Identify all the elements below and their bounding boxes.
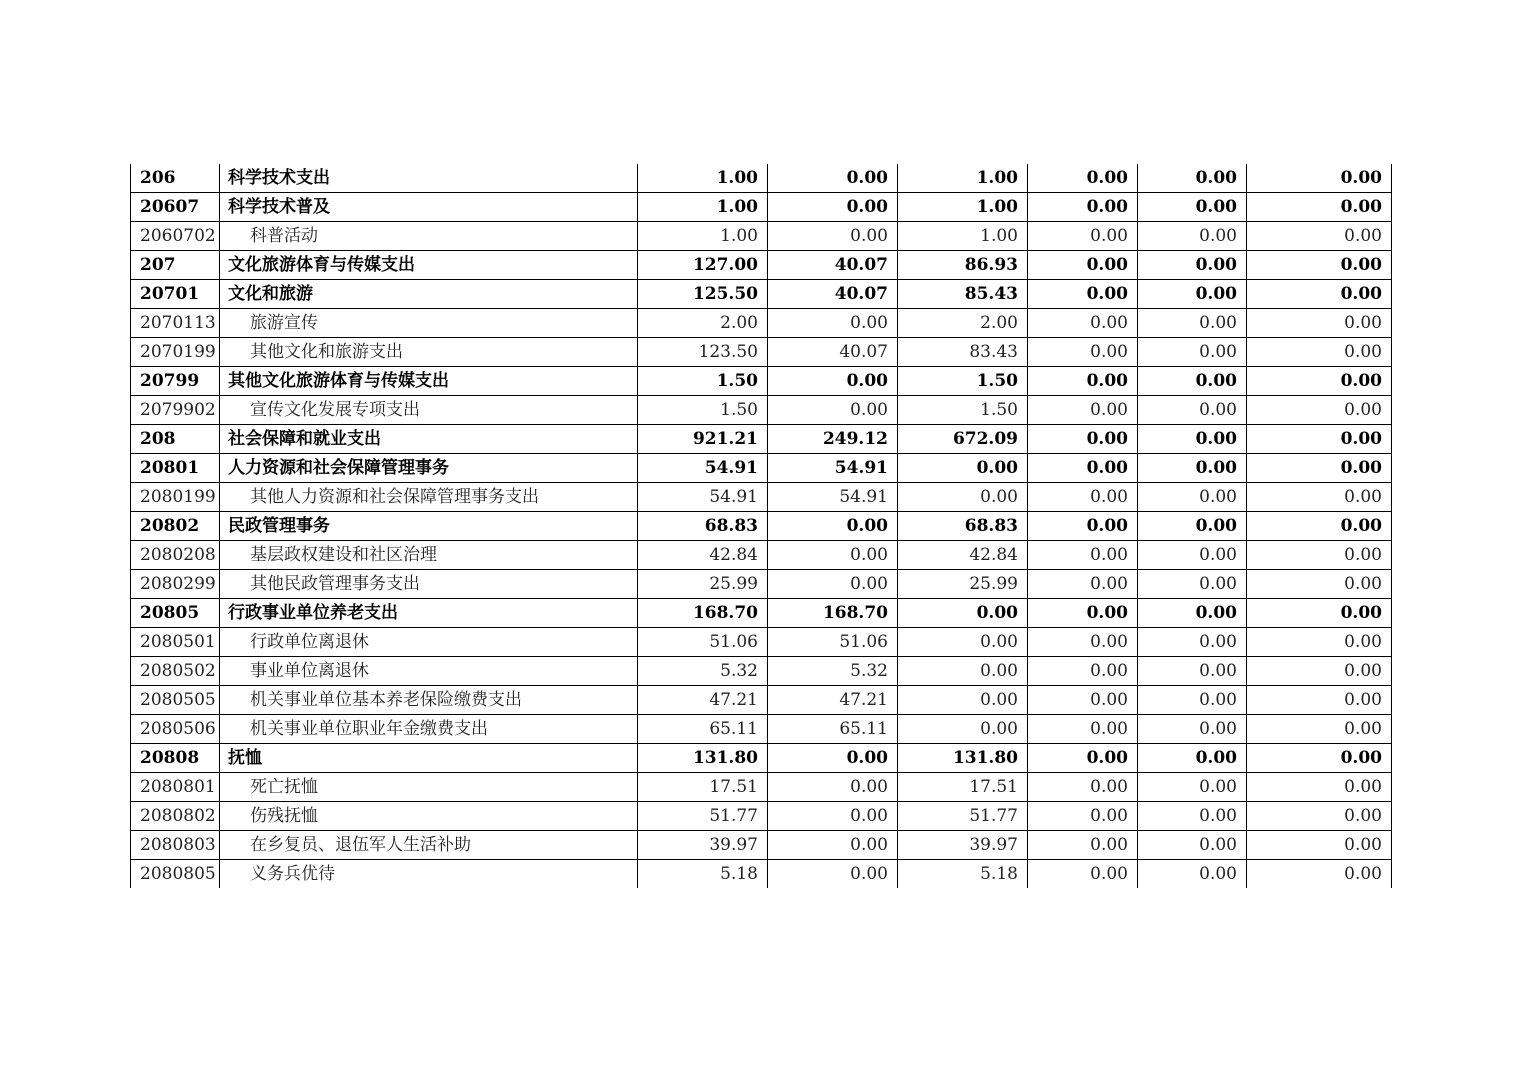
table-row: [131, 164, 1392, 193]
amount-cell: 0.00: [768, 222, 898, 251]
amount-cell: 0.00: [1138, 657, 1247, 686]
subject-code-cell: 2079902: [131, 396, 220, 425]
amount-cell: 39.97: [638, 831, 768, 860]
amount-cell: 85.43: [898, 280, 1028, 309]
amount-cell: 0.00: [1028, 541, 1138, 570]
amount-cell: 5.32: [768, 657, 898, 686]
subject-name-cell: 抚恤: [220, 744, 638, 773]
amount-cell: 0.00: [898, 715, 1028, 744]
amount-cell: 0.00: [1247, 251, 1392, 280]
amount-cell: 0.00: [1247, 396, 1392, 425]
amount-cell: 0.00: [1138, 367, 1247, 396]
subject-name-cell: 科学技术支出: [220, 164, 638, 193]
amount-cell: 0.00: [768, 367, 898, 396]
amount-cell: 0.00: [898, 599, 1028, 628]
table-row: [131, 367, 1392, 396]
amount-cell: 0.00: [1247, 367, 1392, 396]
amount-cell: 0.00: [1138, 483, 1247, 512]
subject-name-cell: 其他文化和旅游支出: [220, 338, 638, 367]
amount-cell: 0.00: [1247, 860, 1392, 889]
amount-cell: 0.00: [1028, 425, 1138, 454]
amount-cell: 17.51: [898, 773, 1028, 802]
subject-code-cell: 2080803: [131, 831, 220, 860]
amount-cell: 0.00: [1028, 860, 1138, 889]
subject-name-cell: 基层政权建设和社区治理: [220, 541, 638, 570]
amount-cell: 0.00: [898, 657, 1028, 686]
amount-cell: 0.00: [768, 541, 898, 570]
amount-cell: 0.00: [1028, 831, 1138, 860]
amount-cell: 2.00: [898, 309, 1028, 338]
subject-code-cell: 20801: [131, 454, 220, 483]
amount-cell: 0.00: [898, 483, 1028, 512]
amount-cell: 1.50: [898, 396, 1028, 425]
amount-cell: 0.00: [768, 512, 898, 541]
amount-cell: 0.00: [768, 773, 898, 802]
amount-cell: 0.00: [768, 309, 898, 338]
subject-name-cell: 死亡抚恤: [220, 773, 638, 802]
amount-cell: 0.00: [898, 686, 1028, 715]
table-row: [131, 802, 1392, 831]
amount-cell: 131.80: [898, 744, 1028, 773]
subject-code-cell: 208: [131, 425, 220, 454]
amount-cell: 0.00: [1028, 773, 1138, 802]
amount-cell: 65.11: [768, 715, 898, 744]
amount-cell: 0.00: [1138, 396, 1247, 425]
subject-name-cell: 在乡复员、退伍军人生活补助: [220, 831, 638, 860]
amount-cell: 0.00: [1138, 251, 1247, 280]
subject-code-cell: 2080506: [131, 715, 220, 744]
table-row: [131, 425, 1392, 454]
subject-code-cell: 20607: [131, 193, 220, 222]
amount-cell: 0.00: [1028, 599, 1138, 628]
subject-code-cell: 2070113: [131, 309, 220, 338]
amount-cell: 0.00: [1247, 657, 1392, 686]
subject-name-cell: 事业单位离退休: [220, 657, 638, 686]
subject-name-cell: 文化旅游体育与传媒支出: [220, 251, 638, 280]
amount-cell: 40.07: [768, 280, 898, 309]
amount-cell: 5.18: [638, 860, 768, 889]
amount-cell: 0.00: [1138, 570, 1247, 599]
table-row: [131, 193, 1392, 222]
amount-cell: 0.00: [1138, 425, 1247, 454]
subject-code-cell: 2080802: [131, 802, 220, 831]
amount-cell: 0.00: [1247, 541, 1392, 570]
amount-cell: 0.00: [768, 193, 898, 222]
amount-cell: 0.00: [1138, 686, 1247, 715]
amount-cell: 68.83: [898, 512, 1028, 541]
amount-cell: 1.00: [638, 193, 768, 222]
amount-cell: 0.00: [1028, 367, 1138, 396]
amount-cell: 0.00: [1028, 251, 1138, 280]
amount-cell: 0.00: [1028, 454, 1138, 483]
subject-code-cell: 2080805: [131, 860, 220, 889]
subject-name-cell: 义务兵优待: [220, 860, 638, 889]
subject-code-cell: 20808: [131, 744, 220, 773]
amount-cell: 0.00: [1028, 396, 1138, 425]
amount-cell: 0.00: [1138, 309, 1247, 338]
amount-cell: 68.83: [638, 512, 768, 541]
amount-cell: 0.00: [1138, 512, 1247, 541]
amount-cell: 0.00: [1138, 338, 1247, 367]
subject-name-cell: 行政单位离退休: [220, 628, 638, 657]
amount-cell: 168.70: [768, 599, 898, 628]
amount-cell: 168.70: [638, 599, 768, 628]
table-row: [131, 628, 1392, 657]
table-row: [131, 599, 1392, 628]
table-row: [131, 773, 1392, 802]
subject-name-cell: 科学技术普及: [220, 193, 638, 222]
amount-cell: 25.99: [638, 570, 768, 599]
amount-cell: 0.00: [768, 802, 898, 831]
amount-cell: 0.00: [768, 831, 898, 860]
table-row: [131, 541, 1392, 570]
amount-cell: 0.00: [898, 454, 1028, 483]
amount-cell: 123.50: [638, 338, 768, 367]
amount-cell: 0.00: [1247, 454, 1392, 483]
subject-name-cell: 社会保障和就业支出: [220, 425, 638, 454]
amount-cell: 17.51: [638, 773, 768, 802]
subject-code-cell: 2080502: [131, 657, 220, 686]
subject-name-cell: 文化和旅游: [220, 280, 638, 309]
amount-cell: 0.00: [1028, 802, 1138, 831]
budget-expenditure-table: [130, 164, 1392, 888]
amount-cell: 0.00: [1247, 599, 1392, 628]
subject-code-cell: 2080208: [131, 541, 220, 570]
amount-cell: 249.12: [768, 425, 898, 454]
table-row: [131, 454, 1392, 483]
table-row: [131, 483, 1392, 512]
subject-name-cell: 其他人力资源和社会保障管理事务支出: [220, 483, 638, 512]
table-row: [131, 715, 1392, 744]
amount-cell: 0.00: [1028, 570, 1138, 599]
amount-cell: 0.00: [1247, 512, 1392, 541]
amount-cell: 0.00: [1138, 831, 1247, 860]
amount-cell: 51.06: [768, 628, 898, 657]
amount-cell: 5.32: [638, 657, 768, 686]
subject-name-cell: 行政事业单位养老支出: [220, 599, 638, 628]
subject-code-cell: 2080299: [131, 570, 220, 599]
amount-cell: 0.00: [1247, 483, 1392, 512]
table-row: [131, 860, 1392, 889]
amount-cell: 1.00: [898, 164, 1028, 193]
amount-cell: 0.00: [1138, 280, 1247, 309]
amount-cell: 2.00: [638, 309, 768, 338]
subject-name-cell: 民政管理事务: [220, 512, 638, 541]
amount-cell: 0.00: [1138, 715, 1247, 744]
amount-cell: 1.50: [638, 367, 768, 396]
amount-cell: 0.00: [1247, 686, 1392, 715]
subject-code-cell: 20802: [131, 512, 220, 541]
table-row: [131, 309, 1392, 338]
subject-name-cell: 人力资源和社会保障管理事务: [220, 454, 638, 483]
amount-cell: 0.00: [1028, 512, 1138, 541]
amount-cell: 0.00: [1138, 222, 1247, 251]
amount-cell: 54.91: [768, 483, 898, 512]
amount-cell: 0.00: [1138, 773, 1247, 802]
amount-cell: 0.00: [1028, 164, 1138, 193]
amount-cell: 0.00: [768, 744, 898, 773]
amount-cell: 47.21: [768, 686, 898, 715]
subject-name-cell: 其他民政管理事务支出: [220, 570, 638, 599]
table-row: [131, 657, 1392, 686]
amount-cell: 1.50: [898, 367, 1028, 396]
amount-cell: 0.00: [1028, 483, 1138, 512]
amount-cell: 0.00: [1247, 628, 1392, 657]
amount-cell: 0.00: [1247, 773, 1392, 802]
subject-name-cell: 宣传文化发展专项支出: [220, 396, 638, 425]
amount-cell: 39.97: [898, 831, 1028, 860]
subject-name-cell: 其他文化旅游体育与传媒支出: [220, 367, 638, 396]
amount-cell: 40.07: [768, 251, 898, 280]
amount-cell: 0.00: [1247, 193, 1392, 222]
table-row: [131, 512, 1392, 541]
amount-cell: 0.00: [1247, 164, 1392, 193]
amount-cell: 125.50: [638, 280, 768, 309]
amount-cell: 127.00: [638, 251, 768, 280]
amount-cell: 51.77: [638, 802, 768, 831]
amount-cell: 0.00: [1138, 599, 1247, 628]
table-row: [131, 251, 1392, 280]
subject-code-cell: 20701: [131, 280, 220, 309]
table-row: [131, 686, 1392, 715]
amount-cell: 0.00: [1247, 570, 1392, 599]
amount-cell: 0.00: [1247, 338, 1392, 367]
subject-name-cell: 旅游宣传: [220, 309, 638, 338]
amount-cell: 0.00: [1028, 309, 1138, 338]
amount-cell: 47.21: [638, 686, 768, 715]
table-row: [131, 338, 1392, 367]
amount-cell: 0.00: [1138, 744, 1247, 773]
amount-cell: 42.84: [898, 541, 1028, 570]
amount-cell: 65.11: [638, 715, 768, 744]
subject-code-cell: 2080801: [131, 773, 220, 802]
amount-cell: 0.00: [1028, 715, 1138, 744]
amount-cell: 0.00: [898, 628, 1028, 657]
subject-code-cell: 207: [131, 251, 220, 280]
amount-cell: 1.50: [638, 396, 768, 425]
amount-cell: 0.00: [1028, 686, 1138, 715]
amount-cell: 921.21: [638, 425, 768, 454]
amount-cell: 0.00: [1028, 628, 1138, 657]
subject-name-cell: 伤残抚恤: [220, 802, 638, 831]
amount-cell: 0.00: [768, 164, 898, 193]
amount-cell: 25.99: [898, 570, 1028, 599]
amount-cell: 1.00: [638, 164, 768, 193]
table-row: [131, 831, 1392, 860]
amount-cell: 0.00: [1028, 338, 1138, 367]
amount-cell: 0.00: [768, 860, 898, 889]
amount-cell: 1.00: [898, 222, 1028, 251]
amount-cell: 0.00: [1138, 164, 1247, 193]
table-row: [131, 570, 1392, 599]
amount-cell: 86.93: [898, 251, 1028, 280]
amount-cell: 51.06: [638, 628, 768, 657]
subject-code-cell: 2080505: [131, 686, 220, 715]
table-body: [131, 164, 1392, 888]
amount-cell: 54.91: [638, 454, 768, 483]
amount-cell: 0.00: [1028, 280, 1138, 309]
subject-name-cell: 机关事业单位职业年金缴费支出: [220, 715, 638, 744]
amount-cell: 0.00: [1247, 280, 1392, 309]
amount-cell: 42.84: [638, 541, 768, 570]
amount-cell: 54.91: [768, 454, 898, 483]
amount-cell: 83.43: [898, 338, 1028, 367]
amount-cell: 0.00: [768, 396, 898, 425]
subject-code-cell: 2080199: [131, 483, 220, 512]
amount-cell: 0.00: [1028, 222, 1138, 251]
subject-code-cell: 206: [131, 164, 220, 193]
table-row: [131, 280, 1392, 309]
amount-cell: 0.00: [1138, 860, 1247, 889]
amount-cell: 51.77: [898, 802, 1028, 831]
subject-name-cell: 机关事业单位基本养老保险缴费支出: [220, 686, 638, 715]
amount-cell: 0.00: [768, 570, 898, 599]
amount-cell: 40.07: [768, 338, 898, 367]
table-row: [131, 744, 1392, 773]
table-row: [131, 222, 1392, 251]
amount-cell: 0.00: [1138, 541, 1247, 570]
amount-cell: 0.00: [1138, 193, 1247, 222]
amount-cell: 0.00: [1247, 744, 1392, 773]
amount-cell: 0.00: [1028, 193, 1138, 222]
subject-code-cell: 20799: [131, 367, 220, 396]
amount-cell: 1.00: [638, 222, 768, 251]
table-row: [131, 396, 1392, 425]
amount-cell: 0.00: [1247, 222, 1392, 251]
amount-cell: 0.00: [1028, 744, 1138, 773]
subject-code-cell: 2070199: [131, 338, 220, 367]
amount-cell: 5.18: [898, 860, 1028, 889]
amount-cell: 0.00: [1138, 628, 1247, 657]
amount-cell: 0.00: [1247, 802, 1392, 831]
subject-code-cell: 2060702: [131, 222, 220, 251]
amount-cell: 0.00: [1138, 454, 1247, 483]
amount-cell: 0.00: [1028, 657, 1138, 686]
subject-code-cell: 20805: [131, 599, 220, 628]
subject-code-cell: 2080501: [131, 628, 220, 657]
amount-cell: 0.00: [1247, 715, 1392, 744]
subject-name-cell: 科普活动: [220, 222, 638, 251]
amount-cell: 0.00: [1247, 831, 1392, 860]
amount-cell: 1.00: [898, 193, 1028, 222]
amount-cell: 0.00: [1247, 309, 1392, 338]
amount-cell: 672.09: [898, 425, 1028, 454]
amount-cell: 54.91: [638, 483, 768, 512]
amount-cell: 0.00: [1138, 802, 1247, 831]
amount-cell: 131.80: [638, 744, 768, 773]
amount-cell: 0.00: [1247, 425, 1392, 454]
